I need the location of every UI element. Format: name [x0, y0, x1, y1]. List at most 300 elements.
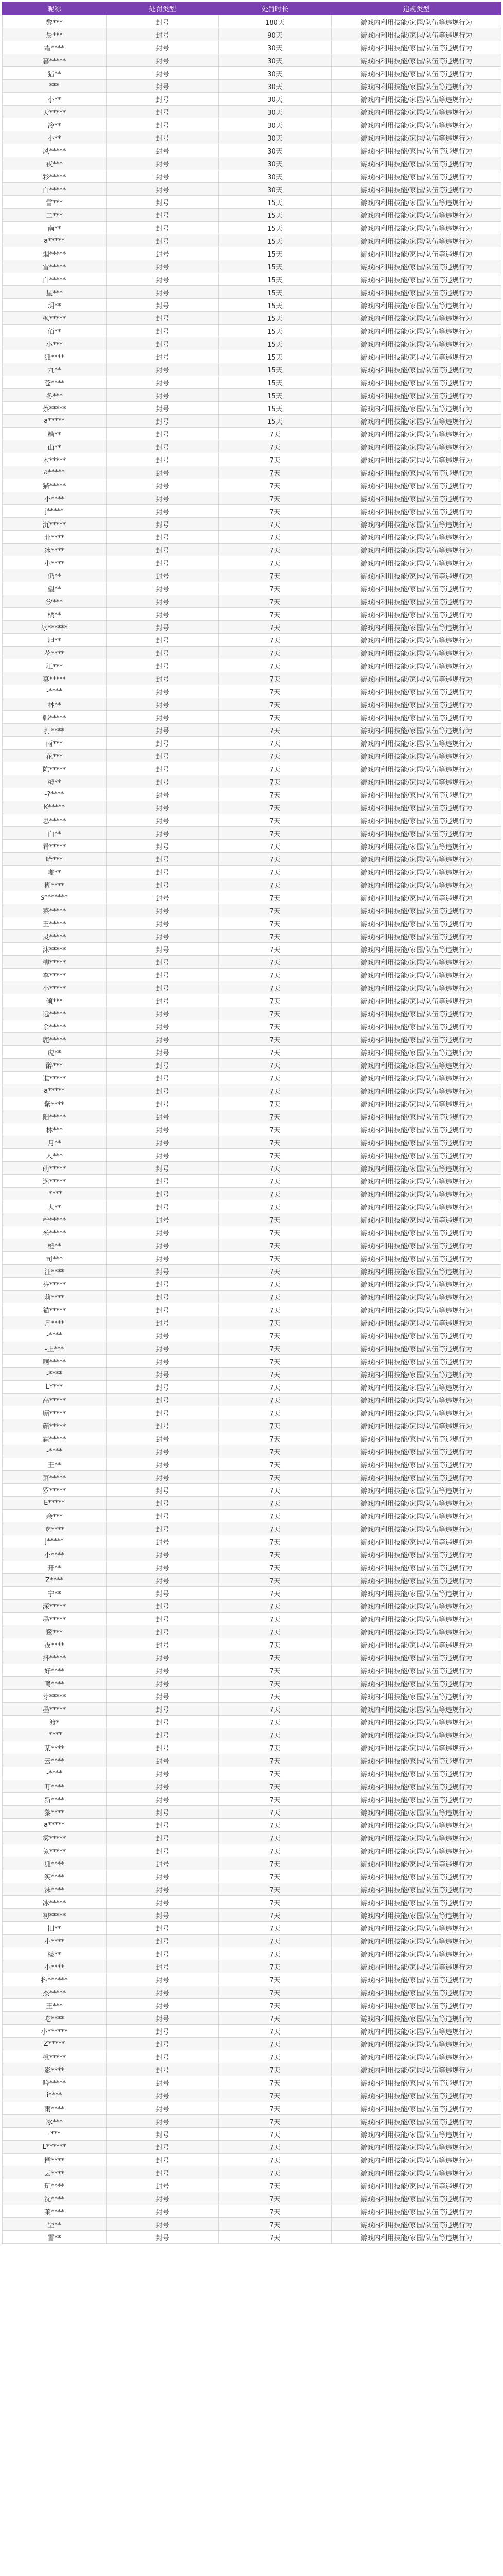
cell-duration: 7天 — [219, 1213, 332, 1226]
cell-nickname: 灵***** — [3, 930, 107, 943]
cell-punish-type: 封号 — [107, 1613, 219, 1625]
cell-punish-type: 封号 — [107, 2012, 219, 2025]
cell-nickname: 糖** — [3, 428, 107, 440]
table-row — [3, 917, 501, 930]
cell-nickname: 鹭*** — [3, 1625, 107, 1638]
cell-duration: 7天 — [219, 1394, 332, 1406]
cell-nickname: 沈**** — [3, 2192, 107, 2205]
table-row — [3, 222, 501, 234]
cell-duration: 7天 — [219, 1935, 332, 1947]
cell-duration: 7天 — [219, 1677, 332, 1690]
cell-nickname: 黎*** — [3, 15, 107, 28]
cell-nickname: 初***** — [3, 1909, 107, 1922]
cell-punish-type: 封号 — [107, 1844, 219, 1857]
cell-duration: 7天 — [219, 2115, 332, 2128]
table-row — [3, 505, 501, 518]
cell-violation: 游戏内利用技能/家园/队伍等违规行为 — [332, 1355, 501, 1368]
cell-violation: 游戏内利用技能/家园/队伍等违规行为 — [332, 891, 501, 904]
cell-nickname: 高***** — [3, 1394, 107, 1406]
cell-punish-type: 封号 — [107, 1535, 219, 1548]
cell-nickname: 宁** — [3, 1587, 107, 1600]
cell-nickname: 颜***** — [3, 1419, 107, 1432]
cell-violation: 游戏内利用技能/家园/队伍等违规行为 — [332, 672, 501, 685]
cell-punish-type: 封号 — [107, 531, 219, 544]
table-row — [3, 556, 501, 569]
cell-nickname: -**** — [3, 1728, 107, 1741]
cell-violation: 游戏内利用技能/家园/队伍等违规行为 — [332, 1342, 501, 1355]
cell-duration: 7天 — [219, 608, 332, 621]
cell-punish-type: 封号 — [107, 2154, 219, 2166]
cell-duration: 7天 — [219, 827, 332, 840]
cell-nickname: 霜***** — [3, 1432, 107, 1445]
cell-punish-type: 封号 — [107, 1239, 219, 1252]
cell-nickname: a***** — [3, 415, 107, 428]
cell-violation: 游戏内利用技能/家园/队伍等违规行为 — [332, 1445, 501, 1458]
cell-punish-type: 封号 — [107, 1123, 219, 1136]
table-row — [3, 286, 501, 299]
cell-nickname: 空** — [3, 2218, 107, 2231]
column-header-nickname: 昵称 — [3, 2, 107, 15]
table-row — [3, 93, 501, 106]
cell-nickname: 醉*** — [3, 1059, 107, 1072]
cell-nickname: 冰**** — [3, 544, 107, 556]
cell-duration: 7天 — [219, 647, 332, 659]
table-row — [3, 466, 501, 479]
cell-nickname: 林** — [3, 698, 107, 711]
cell-punish-type: 封号 — [107, 1226, 219, 1239]
cell-nickname: 逸***** — [3, 1175, 107, 1188]
table-row — [3, 1522, 501, 1535]
cell-punish-type: 封号 — [107, 1097, 219, 1110]
cell-violation: 游戏内利用技能/家园/队伍等违规行为 — [332, 1935, 501, 1947]
table-row — [3, 788, 501, 801]
cell-violation: 游戏内利用技能/家园/队伍等违规行为 — [332, 2012, 501, 2025]
table-row — [3, 1432, 501, 1445]
cell-duration: 7天 — [219, 1007, 332, 1020]
cell-duration: 7天 — [219, 544, 332, 556]
cell-duration: 15天 — [219, 402, 332, 415]
cell-punish-type: 封号 — [107, 1329, 219, 1342]
table-row — [3, 1368, 501, 1381]
cell-violation: 游戏内利用技能/家园/队伍等违规行为 — [332, 1419, 501, 1432]
cell-punish-type: 封号 — [107, 260, 219, 273]
cell-punish-type: 封号 — [107, 80, 219, 93]
cell-punish-type: 封号 — [107, 1471, 219, 1484]
cell-duration: 7天 — [219, 1458, 332, 1471]
table-row — [3, 170, 501, 183]
table-row — [3, 41, 501, 54]
cell-violation: 游戏内利用技能/家园/队伍等违规行为 — [332, 1651, 501, 1664]
cell-violation: 游戏内利用技能/家园/队伍等违规行为 — [332, 1780, 501, 1793]
table-row — [3, 67, 501, 80]
cell-nickname: 吃**** — [3, 2012, 107, 2025]
table-row — [3, 1291, 501, 1303]
cell-punish-type: 封号 — [107, 415, 219, 428]
cell-duration: 7天 — [219, 2231, 332, 2244]
cell-punish-type: 封号 — [107, 2076, 219, 2089]
table-row — [3, 1265, 501, 1278]
cell-nickname: 雨**** — [3, 2102, 107, 2115]
cell-punish-type: 封号 — [107, 1600, 219, 1613]
cell-punish-type: 封号 — [107, 118, 219, 131]
table-row — [3, 376, 501, 389]
cell-duration: 15天 — [219, 222, 332, 234]
table-row — [3, 737, 501, 750]
cell-nickname: 狐**** — [3, 350, 107, 363]
table-row — [3, 1870, 501, 1883]
table-row — [3, 1638, 501, 1651]
table-row — [3, 1329, 501, 1342]
cell-punish-type: 封号 — [107, 1638, 219, 1651]
cell-violation: 游戏内利用技能/家园/队伍等违规行为 — [332, 737, 501, 750]
cell-nickname: 开** — [3, 1561, 107, 1574]
cell-violation: 游戏内利用技能/家园/队伍等违规行为 — [332, 1548, 501, 1561]
table-row — [3, 28, 501, 41]
cell-nickname: 夜*** — [3, 157, 107, 170]
cell-nickname: 柠***** — [3, 1213, 107, 1226]
cell-nickname: 菜***** — [3, 904, 107, 917]
cell-violation: 游戏内利用技能/家园/队伍等违规行为 — [332, 943, 501, 956]
cell-punish-type: 封号 — [107, 428, 219, 440]
cell-violation: 游戏内利用技能/家园/队伍等违规行为 — [332, 1510, 501, 1522]
cell-violation: 游戏内利用技能/家园/队伍等违规行为 — [332, 415, 501, 428]
cell-punish-type: 封号 — [107, 1149, 219, 1162]
cell-duration: 7天 — [219, 1587, 332, 1600]
cell-nickname: 枫***** — [3, 312, 107, 325]
cell-nickname: 天***** — [3, 106, 107, 118]
column-header-duration: 处罚时长 — [219, 2, 332, 15]
cell-punish-type: 封号 — [107, 1728, 219, 1741]
table-row — [3, 878, 501, 891]
cell-nickname: 谁***** — [3, 1072, 107, 1084]
cell-punish-type: 封号 — [107, 1072, 219, 1084]
cell-duration: 7天 — [219, 1072, 332, 1084]
cell-violation: 游戏内利用技能/家园/队伍等违规行为 — [332, 621, 501, 634]
cell-violation: 游戏内利用技能/家园/队伍等违规行为 — [332, 2154, 501, 2166]
cell-nickname: 蔡***** — [3, 402, 107, 415]
cell-violation: 游戏内利用技能/家园/队伍等违规行为 — [332, 54, 501, 67]
cell-violation: 游戏内利用技能/家园/队伍等违规行为 — [332, 28, 501, 41]
table-row — [3, 1935, 501, 1947]
cell-violation: 游戏内利用技能/家园/队伍等违规行为 — [332, 2231, 501, 2244]
table-row — [3, 1587, 501, 1600]
cell-nickname: 打**** — [3, 724, 107, 737]
table-row — [3, 1574, 501, 1587]
cell-violation: 游戏内利用技能/家园/队伍等违规行为 — [332, 775, 501, 788]
cell-nickname: K***** — [3, 801, 107, 814]
cell-violation: 游戏内利用技能/家园/队伍等违规行为 — [332, 299, 501, 312]
cell-nickname: 桃***** — [3, 2050, 107, 2063]
table-row — [3, 15, 501, 28]
cell-violation: 游戏内利用技能/家园/队伍等违规行为 — [332, 1638, 501, 1651]
cell-duration: 7天 — [219, 1806, 332, 1819]
cell-nickname: 思***** — [3, 814, 107, 827]
cell-nickname: 萧***** — [3, 1471, 107, 1484]
cell-violation: 游戏内利用技能/家园/队伍等违规行为 — [332, 1832, 501, 1844]
cell-punish-type: 封号 — [107, 2115, 219, 2128]
cell-duration: 7天 — [219, 1291, 332, 1303]
cell-punish-type: 封号 — [107, 956, 219, 969]
cell-duration: 7天 — [219, 853, 332, 866]
cell-punish-type: 封号 — [107, 2025, 219, 2038]
cell-nickname: 佰** — [3, 325, 107, 337]
cell-nickname: 抖****** — [3, 1973, 107, 1986]
cell-duration: 7天 — [219, 2128, 332, 2141]
cell-punish-type: 封号 — [107, 1419, 219, 1432]
cell-duration: 7天 — [219, 1574, 332, 1587]
cell-violation: 游戏内利用技能/家园/队伍等违规行为 — [332, 698, 501, 711]
table-row — [3, 1561, 501, 1574]
cell-duration: 7天 — [219, 1819, 332, 1832]
table-row — [3, 1806, 501, 1819]
cell-duration: 7天 — [219, 1355, 332, 1368]
cell-punish-type: 封号 — [107, 1857, 219, 1870]
cell-punish-type: 封号 — [107, 1303, 219, 1316]
cell-duration: 7天 — [219, 2012, 332, 2025]
cell-punish-type: 封号 — [107, 1059, 219, 1072]
cell-duration: 7天 — [219, 878, 332, 891]
cell-duration: 30天 — [219, 118, 332, 131]
cell-violation: 游戏内利用技能/家园/队伍等违规行为 — [332, 762, 501, 775]
table-row — [3, 969, 501, 981]
cell-duration: 7天 — [219, 1883, 332, 1896]
cell-punish-type: 封号 — [107, 595, 219, 608]
cell-nickname: 萌***** — [3, 1162, 107, 1175]
cell-violation: 游戏内利用技能/家园/队伍等违规行为 — [332, 840, 501, 853]
cell-punish-type: 封号 — [107, 479, 219, 492]
cell-violation: 游戏内利用技能/家园/队伍等违规行为 — [332, 2102, 501, 2115]
cell-nickname: 莫***** — [3, 672, 107, 685]
table-row — [3, 440, 501, 453]
cell-duration: 30天 — [219, 41, 332, 54]
table-row — [3, 1832, 501, 1844]
cell-punish-type: 封号 — [107, 853, 219, 866]
table-row — [3, 1471, 501, 1484]
table-row — [3, 569, 501, 582]
cell-duration: 7天 — [219, 2179, 332, 2192]
cell-duration: 7天 — [219, 1973, 332, 1986]
cell-duration: 7天 — [219, 943, 332, 956]
cell-nickname: 渡* — [3, 1716, 107, 1728]
cell-violation: 游戏内利用技能/家园/队伍等违规行为 — [332, 1226, 501, 1239]
cell-duration: 7天 — [219, 466, 332, 479]
table-row — [3, 775, 501, 788]
cell-punish-type: 封号 — [107, 325, 219, 337]
cell-punish-type: 封号 — [107, 402, 219, 415]
cell-punish-type: 封号 — [107, 1046, 219, 1059]
table-row — [3, 1741, 501, 1754]
cell-duration: 15天 — [219, 247, 332, 260]
cell-punish-type: 封号 — [107, 1033, 219, 1046]
cell-violation: 游戏内利用技能/家园/队伍等违规行为 — [332, 325, 501, 337]
cell-nickname: 玥** — [3, 299, 107, 312]
cell-violation: 游戏内利用技能/家园/队伍等违规行为 — [332, 106, 501, 118]
table-row — [3, 1703, 501, 1716]
cell-violation: 游戏内利用技能/家园/队伍等违规行为 — [332, 917, 501, 930]
table-row — [3, 930, 501, 943]
cell-violation: 游戏内利用技能/家园/队伍等违规行为 — [332, 1072, 501, 1084]
table-row — [3, 1548, 501, 1561]
cell-duration: 7天 — [219, 621, 332, 634]
cell-duration: 7天 — [219, 737, 332, 750]
table-row — [3, 312, 501, 325]
cell-nickname: 星*** — [3, 286, 107, 299]
cell-nickname: Z***** — [3, 2038, 107, 2050]
cell-duration: 7天 — [219, 1059, 332, 1072]
cell-nickname: 江*** — [3, 659, 107, 672]
cell-violation: 游戏内利用技能/家园/队伍等违规行为 — [332, 350, 501, 363]
table-row — [3, 891, 501, 904]
table-row — [3, 1510, 501, 1522]
cell-violation: 游戏内利用技能/家园/队伍等违规行为 — [332, 1986, 501, 1999]
cell-duration: 7天 — [219, 2218, 332, 2231]
cell-punish-type: 封号 — [107, 106, 219, 118]
cell-punish-type: 封号 — [107, 775, 219, 788]
cell-violation: 游戏内利用技能/家园/队伍等违规行为 — [332, 1484, 501, 1497]
table-row — [3, 260, 501, 273]
cell-nickname: 二*** — [3, 209, 107, 222]
cell-punish-type: 封号 — [107, 1007, 219, 1020]
cell-nickname: 小*** — [3, 337, 107, 350]
cell-violation: 游戏内利用技能/家园/队伍等违规行为 — [332, 466, 501, 479]
table-row — [3, 1110, 501, 1123]
cell-duration: 7天 — [219, 994, 332, 1007]
cell-violation: 游戏内利用技能/家园/队伍等违规行为 — [332, 1522, 501, 1535]
cell-nickname: 南** — [3, 222, 107, 234]
table-row — [3, 1097, 501, 1110]
cell-nickname: 小**** — [3, 492, 107, 505]
cell-violation: 游戏内利用技能/家园/队伍等违规行为 — [332, 1084, 501, 1097]
cell-nickname: 彩***** — [3, 170, 107, 183]
table-row — [3, 1200, 501, 1213]
cell-punish-type: 封号 — [107, 750, 219, 762]
cell-violation: 游戏内利用技能/家园/队伍等违规行为 — [332, 2076, 501, 2089]
cell-punish-type: 封号 — [107, 1368, 219, 1381]
cell-duration: 7天 — [219, 1548, 332, 1561]
table-row — [3, 350, 501, 363]
table-row — [3, 325, 501, 337]
cell-duration: 7天 — [219, 659, 332, 672]
cell-duration: 7天 — [219, 917, 332, 930]
table-row — [3, 1046, 501, 1059]
cell-duration: 7天 — [219, 2141, 332, 2154]
cell-punish-type: 封号 — [107, 1445, 219, 1458]
cell-nickname: 韩***** — [3, 711, 107, 724]
cell-punish-type: 封号 — [107, 350, 219, 363]
table-row — [3, 1316, 501, 1329]
cell-punish-type: 封号 — [107, 1664, 219, 1677]
cell-duration: 7天 — [219, 1844, 332, 1857]
cell-punish-type: 封号 — [107, 1870, 219, 1883]
cell-duration: 7天 — [219, 1793, 332, 1806]
cell-violation: 游戏内利用技能/家园/队伍等违规行为 — [332, 1574, 501, 1587]
cell-violation: 游戏内利用技能/家园/队伍等违规行为 — [332, 518, 501, 531]
table-row — [3, 183, 501, 196]
cell-duration: 7天 — [219, 440, 332, 453]
cell-violation: 游戏内利用技能/家园/队伍等违规行为 — [332, 67, 501, 80]
table-row — [3, 1020, 501, 1033]
table-row — [3, 2102, 501, 2115]
cell-duration: 15天 — [219, 234, 332, 247]
cell-punish-type: 封号 — [107, 389, 219, 402]
cell-nickname: 小**** — [3, 1548, 107, 1561]
cell-punish-type: 封号 — [107, 943, 219, 956]
cell-violation: 游戏内利用技能/家园/队伍等违规行为 — [332, 1175, 501, 1188]
cell-punish-type: 封号 — [107, 1432, 219, 1445]
cell-punish-type: 封号 — [107, 93, 219, 106]
header-row — [3, 2, 501, 15]
cell-duration: 7天 — [219, 1922, 332, 1935]
cell-punish-type: 封号 — [107, 1677, 219, 1690]
cell-punish-type: 封号 — [107, 234, 219, 247]
cell-punish-type: 封号 — [107, 2038, 219, 2050]
cell-violation: 游戏内利用技能/家园/队伍等违规行为 — [332, 2050, 501, 2063]
cell-violation: 游戏内利用技能/家园/队伍等违规行为 — [332, 1896, 501, 1909]
cell-punish-type: 封号 — [107, 2231, 219, 2244]
cell-violation: 游戏内利用技能/家园/队伍等违规行为 — [332, 1922, 501, 1935]
cell-nickname: 李***** — [3, 969, 107, 981]
cell-duration: 15天 — [219, 299, 332, 312]
table-row — [3, 724, 501, 737]
cell-nickname: 夜**** — [3, 1638, 107, 1651]
cell-duration: 7天 — [219, 1329, 332, 1342]
cell-punish-type: 封号 — [107, 1200, 219, 1213]
cell-duration: 30天 — [219, 183, 332, 196]
cell-duration: 7天 — [219, 1188, 332, 1200]
cell-nickname: 柳***** — [3, 956, 107, 969]
cell-violation: 游戏内利用技能/家园/队伍等违规行为 — [332, 15, 501, 28]
cell-duration: 30天 — [219, 93, 332, 106]
table-row — [3, 634, 501, 647]
cell-duration: 7天 — [219, 1368, 332, 1381]
cell-duration: 7天 — [219, 1381, 332, 1394]
table-row — [3, 1651, 501, 1664]
table-row — [3, 762, 501, 775]
cell-nickname: 汐*** — [3, 595, 107, 608]
cell-violation: 游戏内利用技能/家园/队伍等违规行为 — [332, 647, 501, 659]
table-row — [3, 866, 501, 878]
cell-punish-type: 封号 — [107, 492, 219, 505]
cell-punish-type: 封号 — [107, 569, 219, 582]
cell-violation: 游戏内利用技能/家园/队伍等违规行为 — [332, 1188, 501, 1200]
cell-duration: 7天 — [219, 1857, 332, 1870]
cell-punish-type: 封号 — [107, 466, 219, 479]
cell-nickname: 小**** — [3, 556, 107, 569]
table-row — [3, 1690, 501, 1703]
cell-violation: 游戏内利用技能/家园/队伍等违规行为 — [332, 196, 501, 209]
table-row — [3, 1226, 501, 1239]
table-row — [3, 1922, 501, 1935]
cell-nickname: 远***** — [3, 1007, 107, 1020]
cell-punish-type: 封号 — [107, 2179, 219, 2192]
table-row — [3, 595, 501, 608]
cell-nickname: -*** — [3, 2128, 107, 2141]
cell-duration: 7天 — [219, 1046, 332, 1059]
cell-duration: 7天 — [219, 1149, 332, 1162]
cell-nickname: *** — [3, 80, 107, 93]
cell-punish-type: 封号 — [107, 659, 219, 672]
cell-violation: 游戏内利用技能/家园/队伍等违规行为 — [332, 1471, 501, 1484]
table-row — [3, 659, 501, 672]
cell-nickname: 望** — [3, 582, 107, 595]
cell-violation: 游戏内利用技能/家园/队伍等违规行为 — [332, 1947, 501, 1960]
cell-punish-type: 封号 — [107, 698, 219, 711]
cell-punish-type: 封号 — [107, 273, 219, 286]
table-row — [3, 1059, 501, 1072]
cell-duration: 7天 — [219, 1303, 332, 1316]
cell-punish-type: 封号 — [107, 1175, 219, 1188]
table-row — [3, 904, 501, 917]
